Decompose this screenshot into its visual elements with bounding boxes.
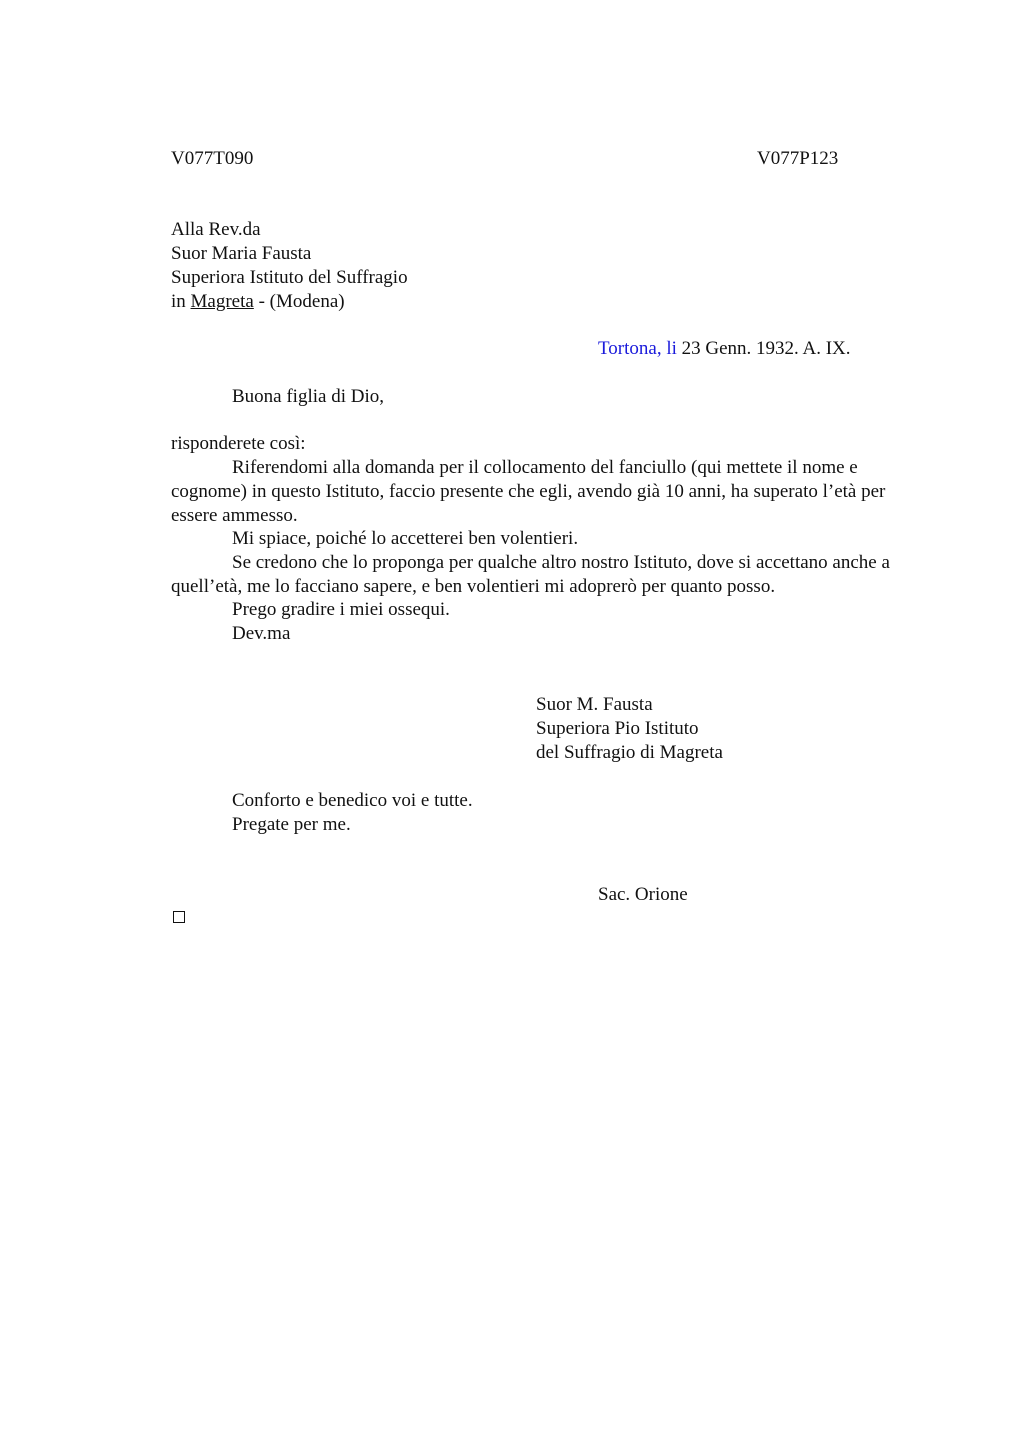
end-marker-box <box>173 911 185 923</box>
address-place: Magreta <box>190 291 254 312</box>
body-paragraph: Riferendomi alla domanda per il collocamento del fanciullo (qui mettete il nome e cognome) in questo Istituto, faccio presente che egli, avendo già 10 anni, ha superato l’età per essere ammesso. <box>171 457 886 526</box>
document-code-left: V077T090 <box>171 148 254 169</box>
intro-line: risponderete così: <box>171 433 306 454</box>
address-suffix: - (Modena) <box>258 291 345 312</box>
dateline-place: Tortona, li <box>598 338 677 359</box>
dateline-date: 23 Genn. 1932. A. IX. <box>681 338 851 359</box>
address-line <box>171 290 345 314</box>
author-signature: Sac. Orione <box>598 884 688 905</box>
closing-line: Conforto e benedico voi e tutte. <box>232 790 473 811</box>
closing-line: Pregate per me. <box>232 814 351 835</box>
dateline <box>598 337 851 361</box>
body-paragraph: Se credono che lo proponga per qualche altro nostro Istituto, dove si accettano anche a quell’età, me lo facciano sapere, e ben volentieri mi adoprerò per quanto posso. <box>171 552 890 597</box>
address-line: Suor Maria Fausta <box>171 243 312 264</box>
address-prefix: in <box>171 291 186 312</box>
body-paragraph: Dev.ma <box>232 623 291 644</box>
document-code-right: V077P123 <box>757 148 839 169</box>
signature-line: del Suffragio di Magreta <box>536 742 723 763</box>
signature-line: Suor M. Fausta <box>536 694 653 715</box>
address-line: Superiora Istituto del Suffragio <box>171 267 408 288</box>
body-paragraph: Mi spiace, poiché lo accetterei ben volentieri. <box>232 528 579 549</box>
body-paragraph: Prego gradire i miei ossequi. <box>232 599 450 620</box>
address-line: Alla Rev.da <box>171 219 261 240</box>
salutation: Buona figlia di Dio, <box>232 386 384 407</box>
signature-line: Superiora Pio Istituto <box>536 718 699 739</box>
